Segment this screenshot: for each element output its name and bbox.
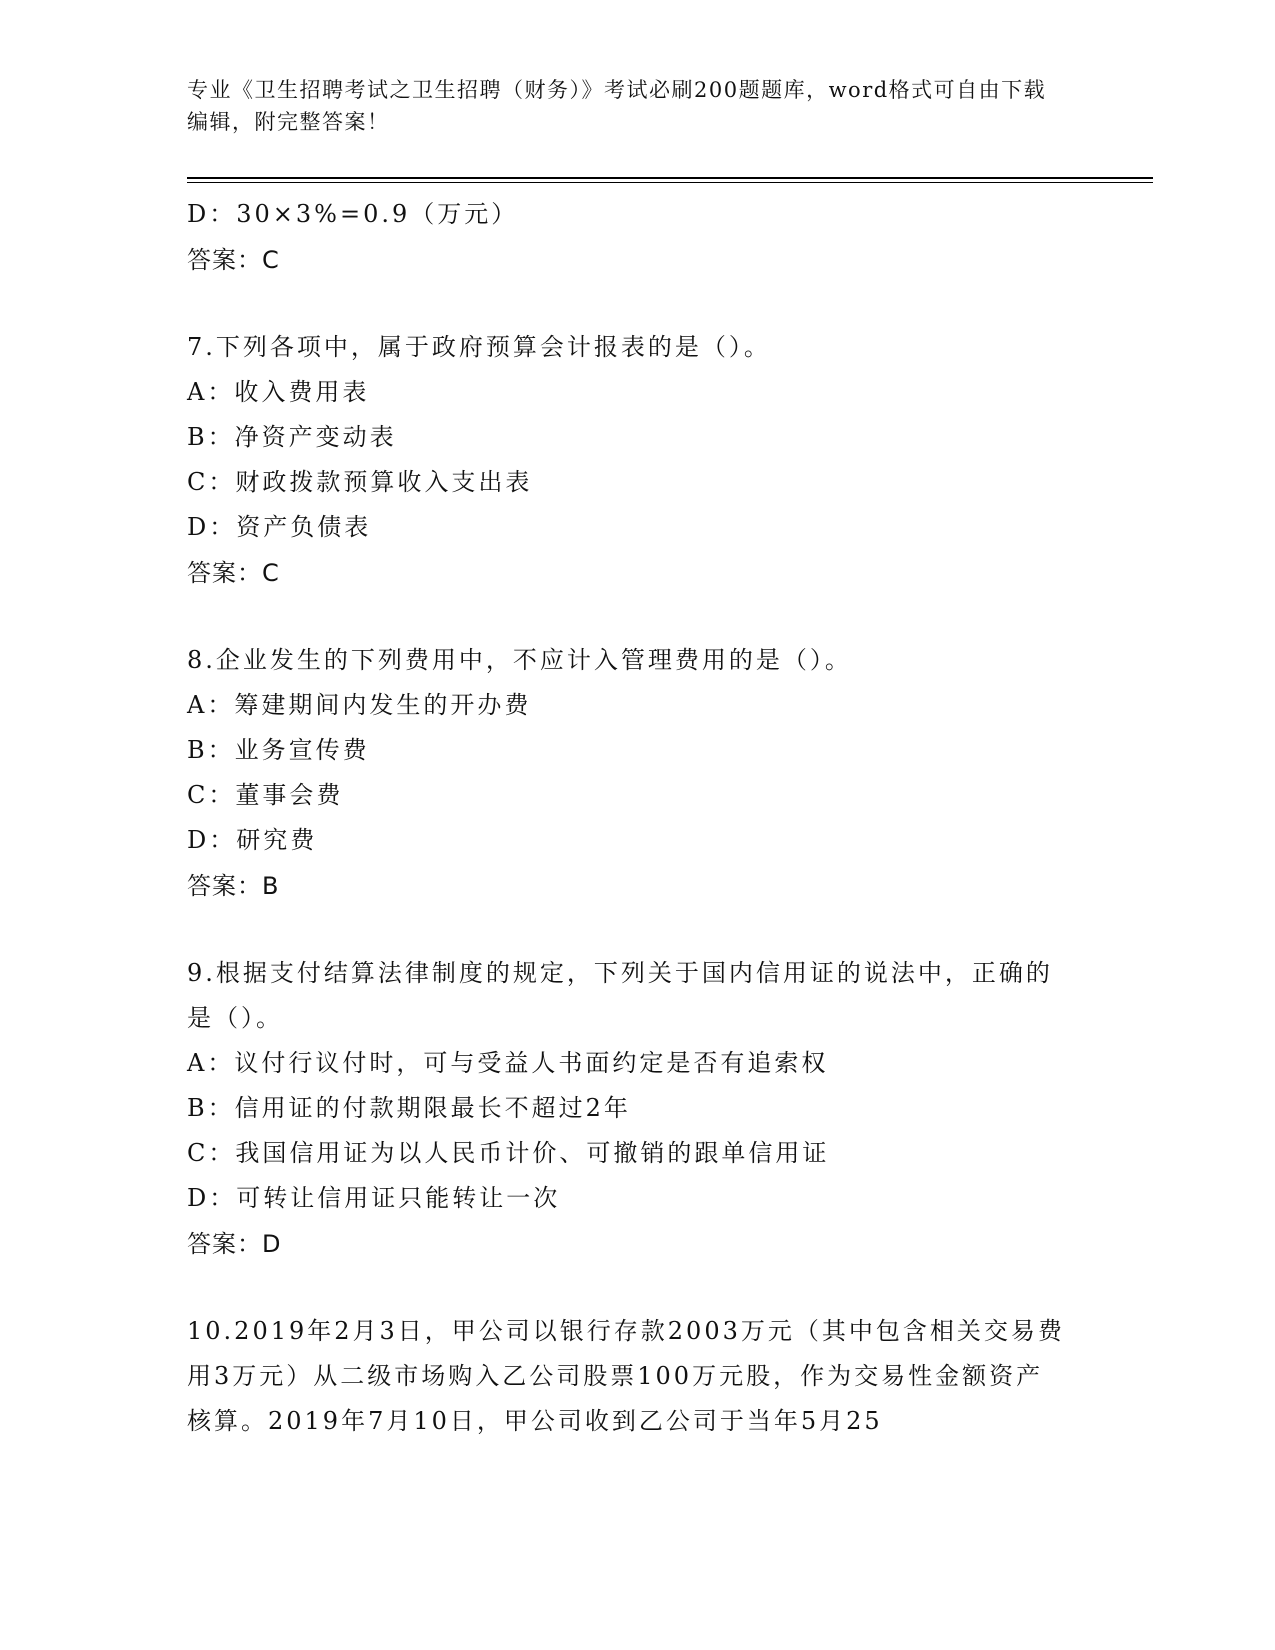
option-b: B：信用证的付款期限最长不超过2年 bbox=[187, 1094, 631, 1122]
option-c: C：我国信用证为以人民币计价、可撤销的跟单信用证 bbox=[187, 1139, 830, 1167]
answer-line: 答案：C bbox=[187, 559, 280, 587]
answer-line: 答案：B bbox=[187, 872, 280, 900]
option-d: D：30×3%=0.9（万元） bbox=[187, 200, 519, 228]
question-10 bbox=[187, 1309, 1067, 1444]
option-d: D：可转让信用证只能转让一次 bbox=[187, 1184, 561, 1212]
question-7 bbox=[187, 325, 1067, 596]
question-text: 10.2019年2月3日，甲公司以银行存款2003万元（其中包含相关交易费用3万元）从二级市场购入乙公司股票100万元股，作为交易性金额资产核算。2019年7月10日，甲公司收到乙公司于当年5月25 bbox=[187, 1317, 1065, 1435]
question-spacer bbox=[187, 909, 1067, 951]
option-a: A：议付行议付时，可与受益人书面约定是否有追索权 bbox=[187, 1049, 829, 1077]
answer-line: 答案：C bbox=[187, 246, 280, 274]
option-d: D：研究费 bbox=[187, 826, 318, 854]
header-divider-thin bbox=[187, 182, 1153, 183]
question-8 bbox=[187, 638, 1067, 909]
question-9 bbox=[187, 951, 1067, 1267]
question-spacer bbox=[187, 1267, 1067, 1309]
document-content bbox=[187, 192, 1067, 1444]
option-a: A：筹建期间内发生的开办费 bbox=[187, 691, 532, 719]
option-b: B：净资产变动表 bbox=[187, 423, 397, 451]
header-divider-thick bbox=[187, 177, 1153, 179]
question-text: 8.企业发生的下列费用中，不应计入管理费用的是（）。 bbox=[187, 646, 852, 674]
page-header-title: 专业《卫生招聘考试之卫生招聘（财务）》考试必刷200题题库，word格式可自由下载编辑，附完整答案！ bbox=[187, 78, 1047, 134]
option-c: C：财政拨款预算收入支出表 bbox=[187, 468, 533, 496]
question-text: 7.下列各项中，属于政府预算会计报表的是（）。 bbox=[187, 333, 771, 361]
question-spacer bbox=[187, 596, 1067, 638]
question-text: 9.根据支付结算法律制度的规定，下列关于国内信用证的说法中，正确的是（）。 bbox=[187, 959, 1053, 1032]
option-c: C：董事会费 bbox=[187, 781, 344, 809]
option-b: B：业务宣传费 bbox=[187, 736, 370, 764]
option-d: D：资产负债表 bbox=[187, 513, 372, 541]
answer-line: 答案：D bbox=[187, 1230, 282, 1258]
question-spacer bbox=[187, 283, 1067, 325]
option-a: A：收入费用表 bbox=[187, 378, 370, 406]
